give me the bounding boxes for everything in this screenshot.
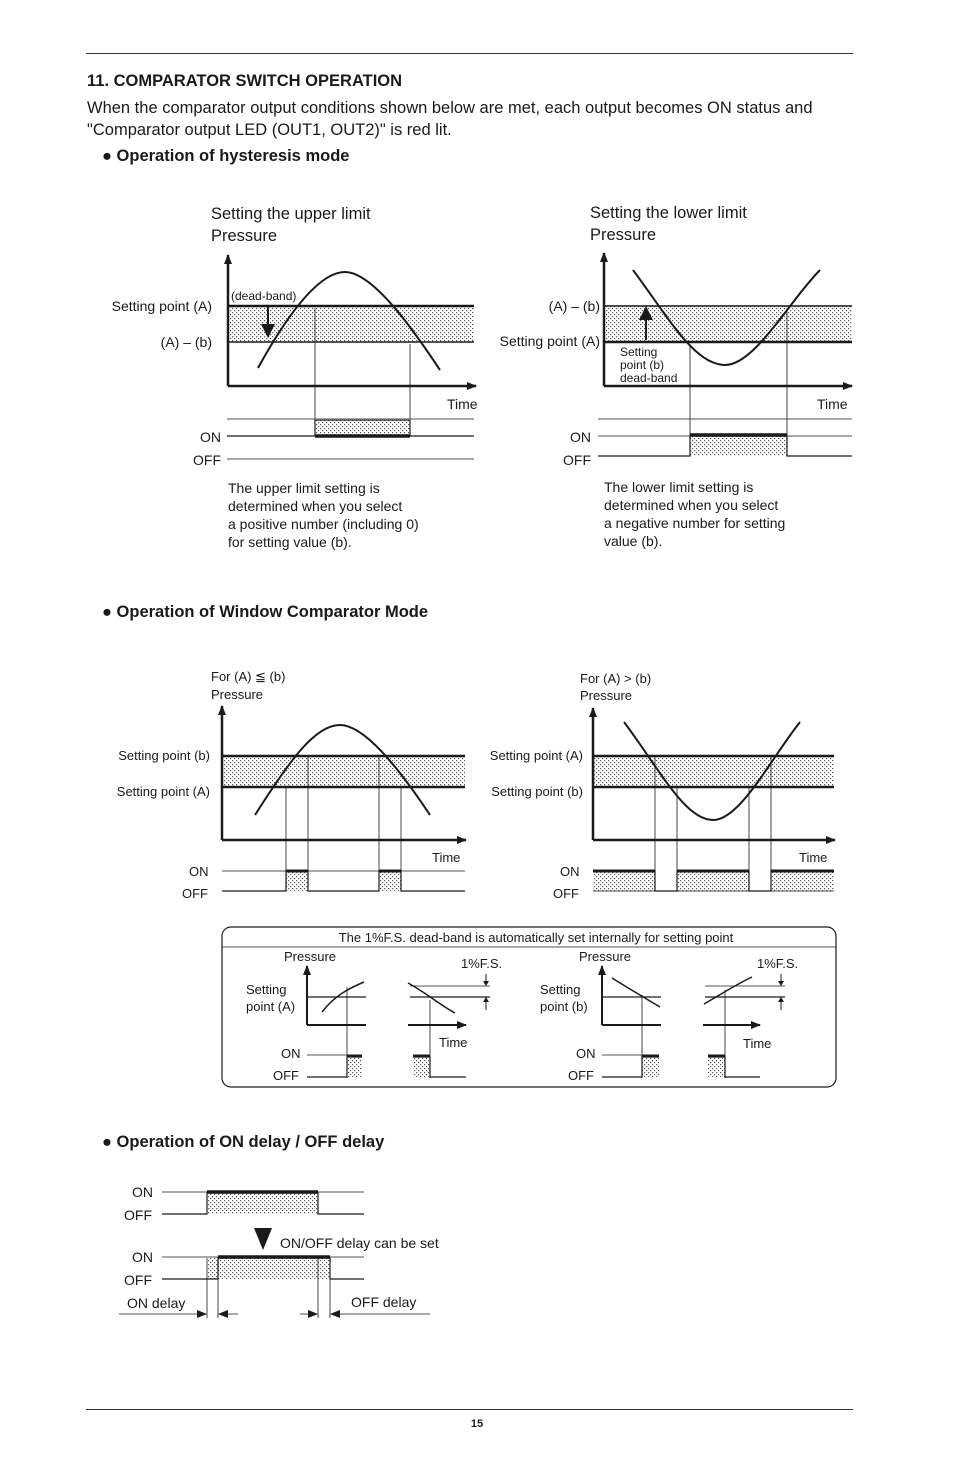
lower-note-3: a negative number for setting xyxy=(604,515,786,531)
window-left-cond: For (A) ≦ (b) xyxy=(211,669,286,684)
box-sp-b-1: Setting xyxy=(540,982,581,997)
delay-diagram xyxy=(119,1184,439,1318)
delay-on-delay-label: ON delay xyxy=(127,1295,186,1311)
box-pressure-2: Pressure xyxy=(579,949,632,964)
dead-band-box xyxy=(222,927,836,1087)
lower-dead-band-1: Setting xyxy=(620,345,658,359)
lower-on-label: ON xyxy=(570,429,591,445)
upper-note-2: determined when you select xyxy=(228,498,403,514)
box-on-1: ON xyxy=(281,1046,301,1061)
window-right-diagram xyxy=(490,671,835,901)
page-number: 15 xyxy=(470,1418,484,1430)
upper-note-3: a positive number (including 0) xyxy=(228,516,419,532)
intro-paragraph: When the comparator output conditions shown below are met, each output becomes ON status and "Comparator output LED (OUT1, OUT2)" is red lit. xyxy=(87,99,813,139)
section-title: 11. COMPARATOR SWITCH OPERATION xyxy=(87,72,403,90)
lower-time-label: Time xyxy=(817,396,848,412)
window-right-sp-a: Setting point (A) xyxy=(489,748,583,763)
upper-off-label: OFF xyxy=(193,452,221,468)
box-caption: The 1%F.S. dead-band is automatically set internally for setting point xyxy=(338,930,734,945)
lower-a-minus-b-label: (A) – (b) xyxy=(548,298,600,314)
lower-setting-point-label: Setting point (A) xyxy=(499,333,600,349)
box-off-2: OFF xyxy=(568,1068,594,1083)
box-pressure-1: Pressure xyxy=(284,949,337,964)
window-right-off: OFF xyxy=(553,886,579,901)
upper-a-minus-b-label: (A) – (b) xyxy=(160,334,212,350)
lower-dead-band-3: dead-band xyxy=(620,371,678,385)
box-fs-1: 1%F.S. xyxy=(461,956,503,971)
box-sp-a-2: point (A) xyxy=(246,999,296,1014)
delay-heading: ● Operation of ON delay / OFF delay xyxy=(102,1133,385,1151)
upper-title-2: Pressure xyxy=(211,227,278,245)
upper-note-1: The upper limit setting is xyxy=(228,480,380,496)
upper-title-1: Setting the upper limit xyxy=(211,205,371,223)
lower-title-1: Setting the lower limit xyxy=(590,204,747,222)
window-heading: ● Operation of Window Comparator Mode xyxy=(102,603,429,621)
window-right-pressure: Pressure xyxy=(580,688,633,703)
lower-note-1: The lower limit setting is xyxy=(604,479,754,495)
hysteresis-upper-diagram xyxy=(112,205,478,550)
delay-on-2: ON xyxy=(132,1249,153,1265)
window-right-sp-b: Setting point (b) xyxy=(491,784,583,799)
box-time-2: Time xyxy=(743,1036,772,1051)
upper-dead-band-label: (dead-band) xyxy=(231,289,297,303)
window-right-time: Time xyxy=(799,850,828,865)
bottom-rule xyxy=(86,1409,853,1410)
window-right-on: ON xyxy=(560,864,580,879)
window-left-off: OFF xyxy=(182,886,208,901)
window-left-sp-a: Setting point (A) xyxy=(116,784,210,799)
upper-setting-point-label: Setting point (A) xyxy=(111,298,212,314)
window-left-on: ON xyxy=(189,864,209,879)
lower-off-label: OFF xyxy=(563,452,591,468)
lower-note-4: value (b). xyxy=(604,533,663,549)
upper-on-label: ON xyxy=(200,429,221,445)
box-on-2: ON xyxy=(576,1046,596,1061)
delay-off-delay-label: OFF delay xyxy=(351,1294,417,1310)
hysteresis-lower-diagram xyxy=(500,204,852,549)
window-left-pressure: Pressure xyxy=(211,687,264,702)
box-sp-b-2: point (b) xyxy=(540,999,588,1014)
box-off-1: OFF xyxy=(273,1068,299,1083)
upper-time-label: Time xyxy=(447,396,478,412)
delay-can-be-set: ON/OFF delay can be set xyxy=(280,1235,439,1251)
lower-band xyxy=(604,306,852,342)
lower-note-2: determined when you select xyxy=(604,497,779,513)
window-left-diagram xyxy=(117,669,466,901)
box-time-1: Time xyxy=(439,1035,468,1050)
delay-off-2: OFF xyxy=(124,1272,152,1288)
lower-title-2: Pressure xyxy=(590,226,657,244)
box-fs-2: 1%F.S. xyxy=(757,956,799,971)
box-sp-a-1: Setting xyxy=(246,982,287,997)
window-left-time: Time xyxy=(432,850,461,865)
window-right-cond: For (A) > (b) xyxy=(580,671,652,686)
upper-note-4: for setting value (b). xyxy=(228,534,352,550)
window-left-sp-b: Setting point (b) xyxy=(118,748,210,763)
delay-off-1: OFF xyxy=(124,1207,152,1223)
lower-dead-band-2: point (b) xyxy=(620,358,665,372)
hysteresis-heading: ● Operation of hysteresis mode xyxy=(102,147,350,165)
delay-on-1: ON xyxy=(132,1184,153,1200)
